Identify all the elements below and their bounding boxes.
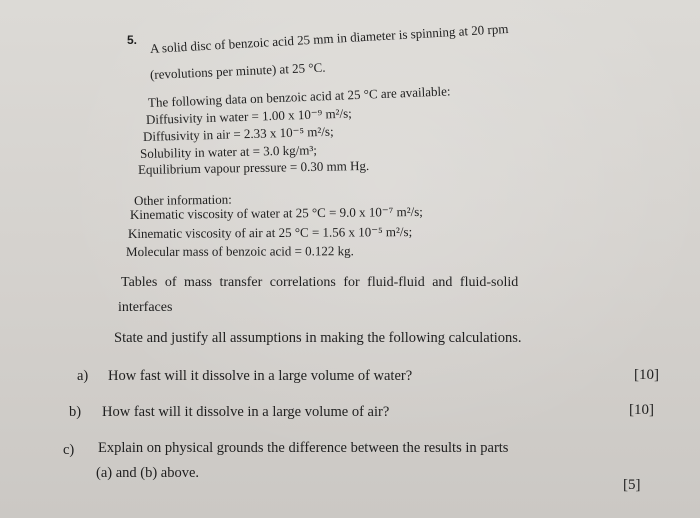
other-line-molecular-mass: Molecular mass of benzoic acid = 0.122 kg. bbox=[125, 243, 354, 259]
part-c-text-line-2: (a) and (b) above. bbox=[96, 465, 200, 481]
data-line-solubility: Solubility in water at = 3.0 kg/m³; bbox=[139, 142, 318, 161]
part-a-marks: [10] bbox=[634, 367, 659, 383]
part-b-text: How fast will it dissolve in a large volume of air? bbox=[102, 404, 390, 420]
data-line-vapour-pressure: Equilibrium vapour pressure = 0.30 mm Hg. bbox=[137, 157, 370, 177]
other-line-water-viscosity: Kinematic viscosity of water at 25 °C = 9.0 x 10⁻⁷ m²/s; bbox=[129, 203, 423, 222]
tables-line-2: interfaces bbox=[118, 300, 173, 315]
part-c-marks: [5] bbox=[623, 477, 641, 493]
tables-line-1: Tables of mass transfer correlations for fluid-fluid and fluid-solid bbox=[121, 275, 519, 290]
question-number: 5. bbox=[127, 33, 138, 47]
data-line-diffusivity-air: Diffusivity in air = 2.33 x 10⁻⁵ m²/s; bbox=[142, 123, 334, 144]
other-info-heading: Other information: bbox=[133, 191, 232, 208]
other-line-air-viscosity: Kinematic viscosity of air at 25 °C = 1.56 x 10⁻⁵ m²/s; bbox=[127, 224, 413, 241]
part-a-label: a) bbox=[77, 368, 89, 384]
part-c-text-line-1: Explain on physical grounds the difference between the results in parts bbox=[98, 440, 509, 456]
data-line-diffusivity-water: Diffusivity in water = 1.00 x 10⁻⁹ m²/s; bbox=[145, 105, 352, 127]
part-c-label: c) bbox=[63, 442, 75, 458]
intro-line-2: (revolutions per minute) at 25 °C. bbox=[149, 59, 326, 82]
instruction-text: State and justify all assumptions in making the following calculations. bbox=[114, 330, 522, 346]
intro-line-1: A solid disc of benzoic acid 25 mm in diameter is spinning at 20 rpm bbox=[149, 20, 509, 56]
part-b-label: b) bbox=[69, 404, 82, 420]
part-b-marks: [10] bbox=[629, 402, 654, 418]
part-a-text: How fast will it dissolve in a large volume of water? bbox=[108, 368, 413, 384]
data-heading: The following data on benzoic acid at 25 °C are available: bbox=[147, 83, 451, 110]
